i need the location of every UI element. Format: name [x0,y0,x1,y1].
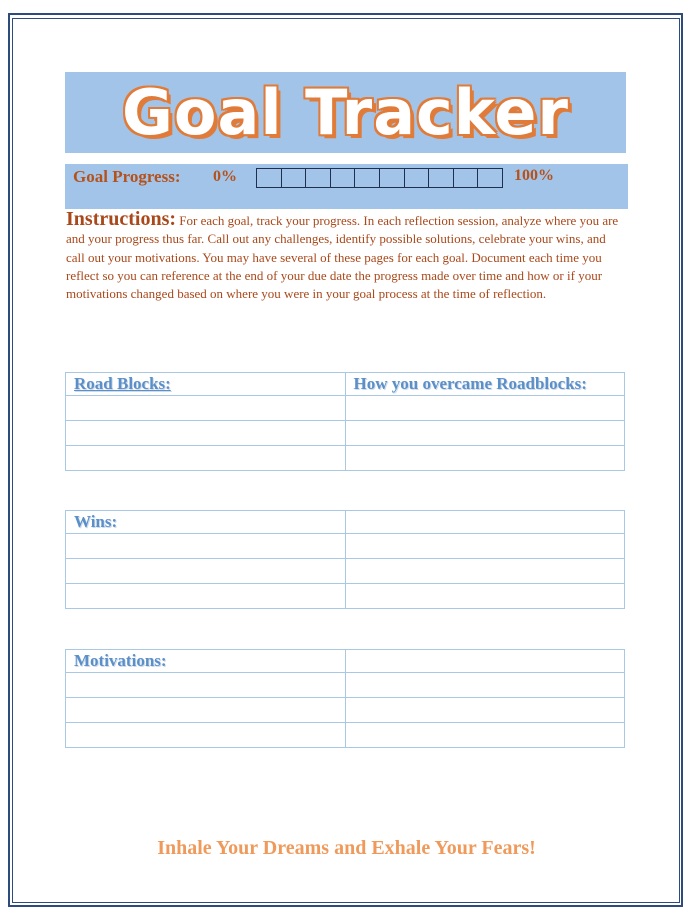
title-band [65,72,626,153]
table-cell[interactable] [345,673,625,698]
table-cell[interactable] [66,446,346,471]
table-cell[interactable] [66,534,346,559]
progress-segment[interactable] [331,169,356,187]
table-cell[interactable] [345,559,625,584]
progress-segment[interactable] [429,169,454,187]
motivations-header-cell-right[interactable] [345,650,625,673]
progress-segment[interactable] [405,169,430,187]
table-cell[interactable] [345,396,625,421]
motivations-table [65,649,625,748]
wins-table [65,510,625,609]
table-row [66,446,625,471]
instructions-heading: Instructions: [66,208,177,230]
table-cell[interactable] [66,559,346,584]
table-cell[interactable] [66,698,346,723]
motivations-header: Motivations: [74,651,167,670]
progress-segment[interactable] [380,169,405,187]
table-row [66,559,625,584]
table-row [66,673,625,698]
table-row [66,584,625,609]
table-row [66,396,625,421]
wins-header-cell-right[interactable] [345,511,625,534]
progress-end-label: 100% [514,167,554,184]
progress-segment[interactable] [257,169,282,187]
table-cell[interactable] [66,723,346,748]
instructions-body: For each goal, track your progress. In each reflection session, analyze where you are and your progress thus far. Call out any challenges, identify possible solutions, celebrate your wins, and call out your motivations. You may have several of these pages for each goal. Document each time you reflect so you can reference at the end of your due date the progress made over time and how or if your motivations changed based on where you were in your goal process at the time of reflection. [66,213,619,302]
progress-segment[interactable] [454,169,479,187]
table-cell[interactable] [66,396,346,421]
table-row [66,534,625,559]
page-title: Goal Tracker [122,76,569,149]
table-cell[interactable] [345,723,625,748]
table-cell[interactable] [66,673,346,698]
wins-header-cell [66,511,346,534]
table-row [66,421,625,446]
progress-segment[interactable] [306,169,331,187]
table-cell[interactable] [345,698,625,723]
overcame-roadblocks-header: How you overcame Roadblocks: [353,374,587,393]
table-cell[interactable] [66,421,346,446]
progress-tracker-bar[interactable] [256,168,503,188]
roadblocks-header: Road Blocks: [74,374,171,393]
table-cell[interactable] [66,584,346,609]
roadblocks-header-cell [66,373,346,396]
roadblocks-table [65,372,625,471]
goal-progress-label: Goal Progress: [73,167,181,186]
progress-segment[interactable] [478,169,502,187]
table-cell[interactable] [345,534,625,559]
progress-segment[interactable] [282,169,307,187]
table-row [66,698,625,723]
goal-progress-band [65,164,628,209]
motivations-header-cell [66,650,346,673]
progress-segment[interactable] [355,169,380,187]
table-cell[interactable] [345,584,625,609]
table-cell[interactable] [345,446,625,471]
table-cell[interactable] [345,421,625,446]
overcame-header-cell [345,373,625,396]
instructions-block [66,210,626,303]
footer-quote: Inhale Your Dreams and Exhale Your Fears! [157,837,536,859]
progress-start-label: 0% [213,168,237,185]
wins-header: Wins: [74,512,118,531]
table-row [66,723,625,748]
